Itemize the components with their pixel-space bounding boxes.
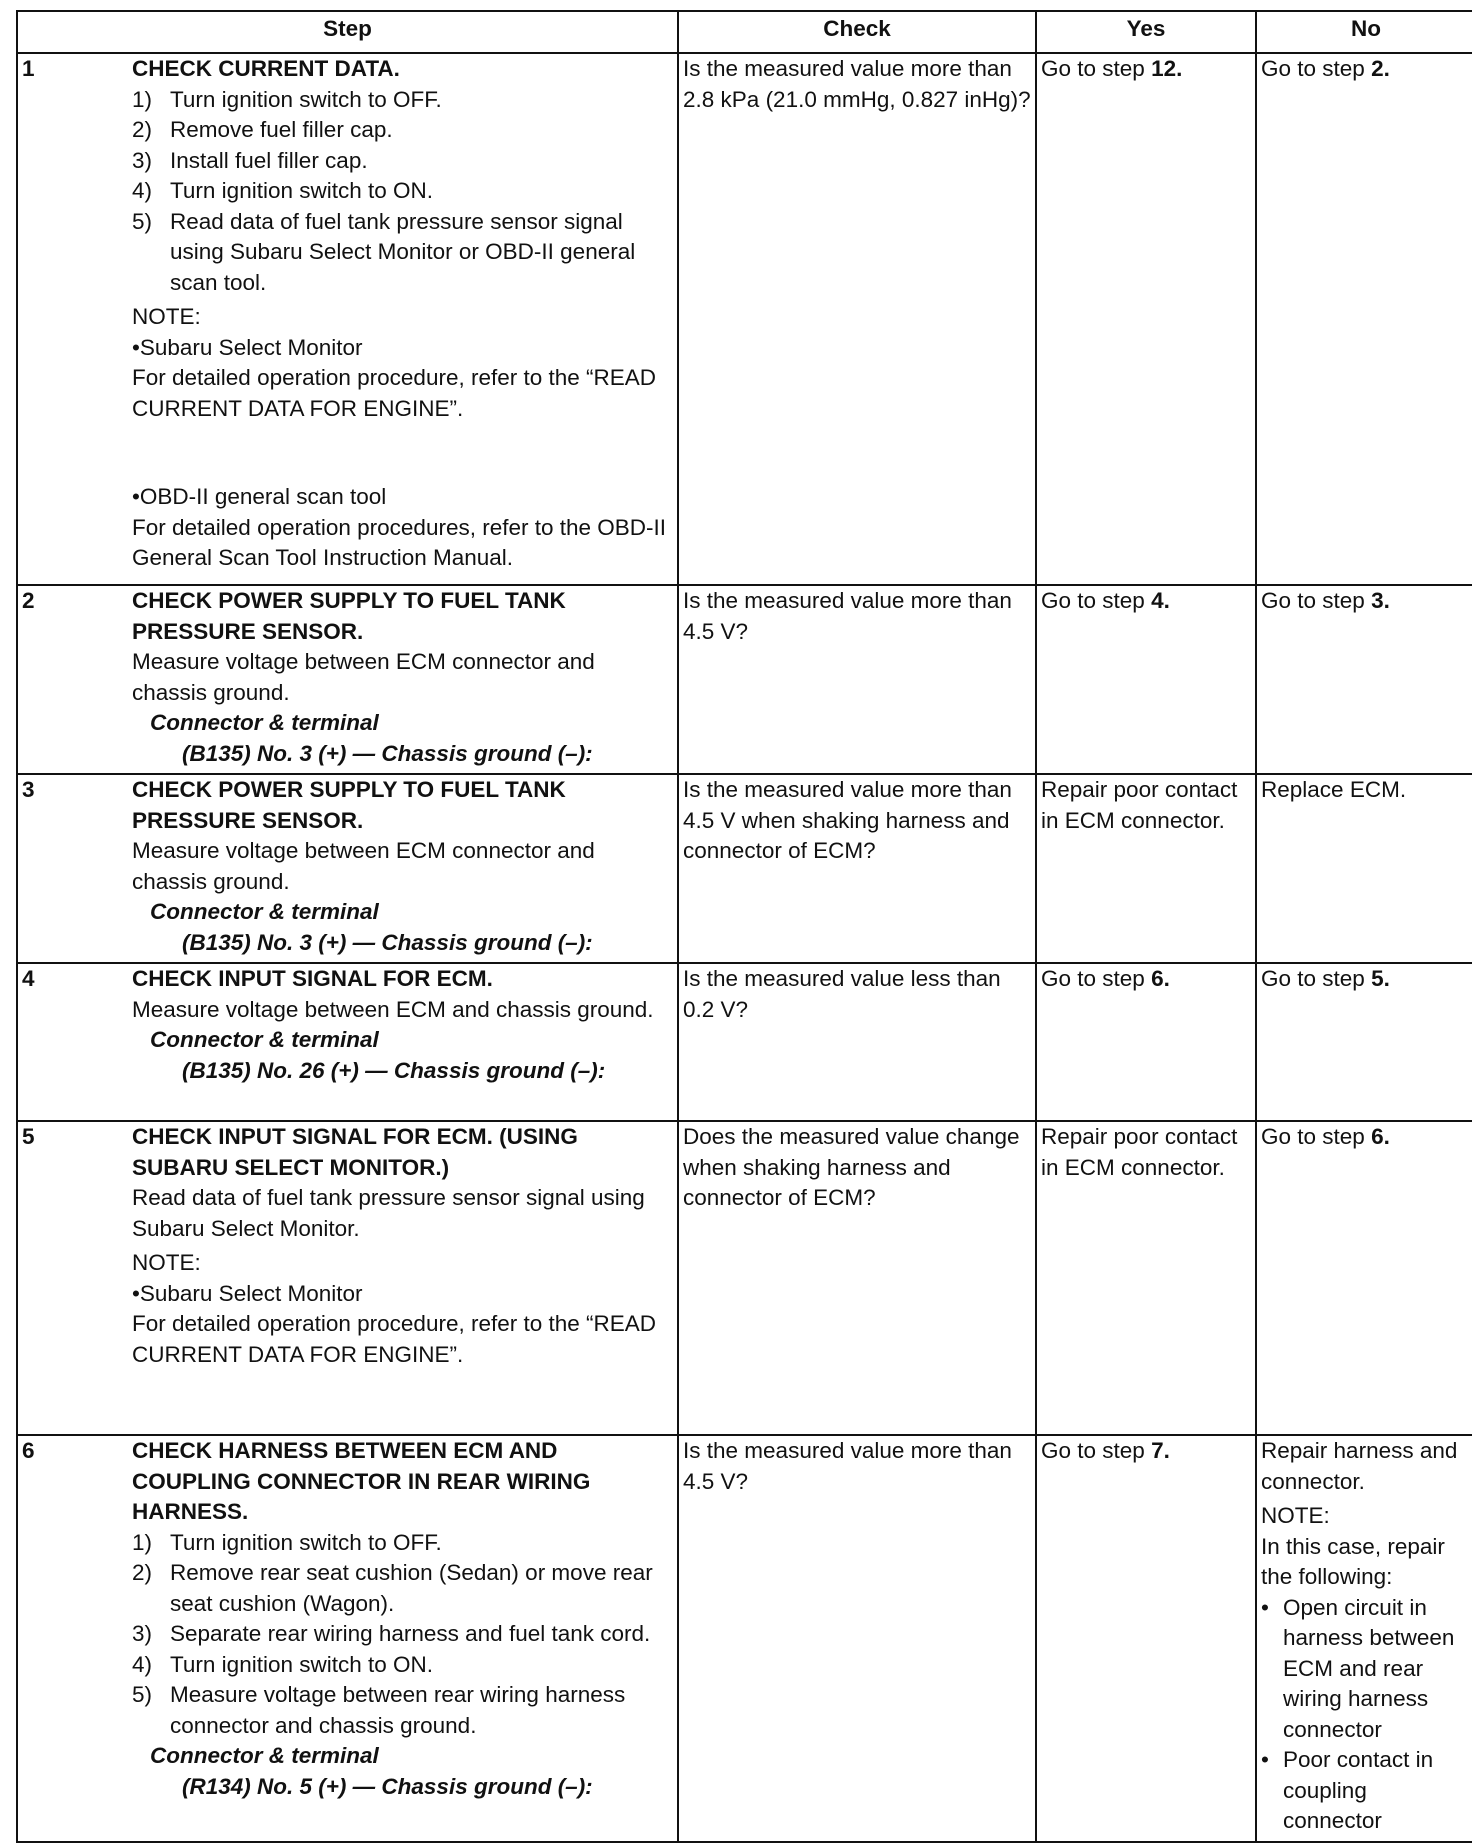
step-cell bbox=[132, 774, 678, 963]
step-item: 4) Turn ignition switch to ON. bbox=[132, 178, 434, 203]
check-cell: Is the measured value more than 4.5 V? bbox=[678, 585, 1036, 774]
note-label: NOTE: bbox=[132, 304, 201, 329]
table-row bbox=[17, 1121, 1472, 1435]
table-row bbox=[17, 53, 1472, 585]
step-item: 5) Measure voltage between rear wiring harness connector and chassis ground. bbox=[132, 1682, 626, 1738]
no-cell: Go to step 2. bbox=[1256, 53, 1472, 585]
note-text: In this case, repair the following: bbox=[1261, 1533, 1445, 1589]
connector-label: Connector & terminal bbox=[150, 899, 379, 924]
note-heading: •OBD-II general scan tool bbox=[132, 484, 387, 509]
check-cell: Does the measured value change when shaking harness and connector of ECM? bbox=[678, 1121, 1036, 1435]
step-number: 3 bbox=[17, 774, 132, 963]
connector-label: Connector & terminal bbox=[150, 1743, 379, 1768]
check-cell: Is the measured value more than 4.5 V? bbox=[678, 1435, 1036, 1842]
no-cell: Replace ECM. bbox=[1256, 774, 1472, 963]
note-label: NOTE: bbox=[1261, 1503, 1330, 1528]
header-check: Check bbox=[678, 11, 1036, 53]
no-cell bbox=[1256, 1435, 1472, 1842]
yes-cell: Repair poor contact in ECM connector. bbox=[1036, 774, 1256, 963]
step-item: 5) Read data of fuel tank pressure sensor signal using Subaru Select Monitor or OBD-II general scan tool. bbox=[132, 208, 636, 295]
step-title: CHECK INPUT SIGNAL FOR ECM. (USING SUBARU SELECT MONITOR.) bbox=[132, 1124, 578, 1180]
table-row bbox=[17, 1435, 1472, 1842]
step-title: CHECK CURRENT DATA. bbox=[132, 56, 400, 81]
connector-value: (B135) No. 3 (+) — Chassis ground (–): bbox=[182, 929, 593, 955]
check-cell: Is the measured value less than 0.2 V? bbox=[678, 963, 1036, 1121]
connector-value: (R134) No. 5 (+) — Chassis ground (–): bbox=[182, 1773, 593, 1799]
table-row bbox=[17, 963, 1472, 1121]
bullet-item: • Poor contact in coupling connector bbox=[1261, 1747, 1434, 1833]
step-title: CHECK HARNESS BETWEEN ECM AND COUPLING CONNECTOR IN REAR WIRING HARNESS. bbox=[132, 1438, 591, 1524]
step-item: 1) Turn ignition switch to OFF. bbox=[132, 86, 442, 112]
yes-cell: Go to step 6. bbox=[1036, 963, 1256, 1121]
step-cell bbox=[132, 1121, 678, 1435]
step-text: Measure voltage between ECM and chassis ground. bbox=[132, 996, 654, 1022]
step-cell bbox=[132, 1435, 678, 1842]
header-no: No bbox=[1256, 11, 1472, 53]
step-cell bbox=[132, 53, 678, 585]
yes-cell: Repair poor contact in ECM connector. bbox=[1036, 1121, 1256, 1435]
step-number: 5 bbox=[17, 1121, 132, 1435]
step-item: 2) Remove fuel filler cap. bbox=[132, 117, 393, 142]
connector-value: (B135) No. 3 (+) — Chassis ground (–): bbox=[182, 740, 593, 766]
note-text: For detailed operation procedure, refer to the “READ CURRENT DATA FOR ENGINE”. bbox=[132, 365, 657, 421]
step-title: CHECK INPUT SIGNAL FOR ECM. bbox=[132, 966, 493, 991]
step-item: 3) Install fuel filler cap. bbox=[132, 147, 368, 173]
note-label: NOTE: bbox=[132, 1250, 201, 1275]
step-text: Measure voltage between ECM connector and chassis ground. bbox=[132, 838, 595, 894]
step-text: Read data of fuel tank pressure sensor signal using Subaru Select Monitor. bbox=[132, 1185, 645, 1241]
step-cell bbox=[132, 963, 678, 1121]
note-text: For detailed operation procedure, refer to the “READ CURRENT DATA FOR ENGINE”. bbox=[132, 1311, 657, 1367]
step-item: 1) Turn ignition switch to OFF. bbox=[132, 1529, 442, 1555]
no-cell: Go to step 3. bbox=[1256, 585, 1472, 774]
step-item: 2) Remove rear seat cushion (Sedan) or move rear seat cushion (Wagon). bbox=[132, 1560, 653, 1616]
step-title: CHECK POWER SUPPLY TO FUEL TANK PRESSURE SENSOR. bbox=[132, 777, 566, 833]
connector-label: Connector & terminal bbox=[150, 1027, 379, 1052]
step-number: 6 bbox=[17, 1435, 132, 1842]
note-heading: •Subaru Select Monitor bbox=[132, 334, 363, 360]
note-heading: •Subaru Select Monitor bbox=[132, 1280, 363, 1306]
table-row bbox=[17, 774, 1472, 963]
spacer bbox=[132, 424, 673, 482]
step-cell bbox=[132, 585, 678, 774]
header-row bbox=[17, 11, 1472, 53]
check-cell: Is the measured value more than 2.8 kPa (21.0 mmHg, 0.827 inHg)? bbox=[678, 53, 1036, 585]
connector-value: (B135) No. 26 (+) — Chassis ground (–): bbox=[182, 1057, 606, 1083]
step-number: 4 bbox=[17, 963, 132, 1121]
step-number: 2 bbox=[17, 585, 132, 774]
step-title: CHECK POWER SUPPLY TO FUEL TANK PRESSURE SENSOR. bbox=[132, 588, 566, 644]
yes-cell: Go to step 7. bbox=[1036, 1435, 1256, 1842]
no-cell: Go to step 5. bbox=[1256, 963, 1472, 1121]
step-item: 4) Turn ignition switch to ON. bbox=[132, 1651, 434, 1677]
yes-cell: Go to step 12. bbox=[1036, 53, 1256, 585]
header-yes: Yes bbox=[1036, 11, 1256, 53]
diagnostic-table bbox=[16, 10, 1472, 1843]
no-text: Repair harness and connector. bbox=[1261, 1438, 1458, 1494]
check-cell: Is the measured value more than 4.5 V when shaking harness and connector of ECM? bbox=[678, 774, 1036, 963]
step-item: 3) Separate rear wiring harness and fuel tank cord. bbox=[132, 1621, 651, 1646]
note-text: For detailed operation procedures, refer to the OBD-II General Scan Tool Instruction Manual. bbox=[132, 514, 667, 570]
yes-cell: Go to step 4. bbox=[1036, 585, 1256, 774]
table-row bbox=[17, 585, 1472, 774]
step-text: Measure voltage between ECM connector and chassis ground. bbox=[132, 649, 595, 705]
connector-label: Connector & terminal bbox=[150, 710, 379, 735]
bullet-item: • Open circuit in harness between ECM and rear wiring harness connector bbox=[1261, 1594, 1455, 1742]
step-number: 1 bbox=[17, 53, 132, 585]
header-step: Step bbox=[17, 11, 678, 53]
no-cell: Go to step 6. bbox=[1256, 1121, 1472, 1435]
